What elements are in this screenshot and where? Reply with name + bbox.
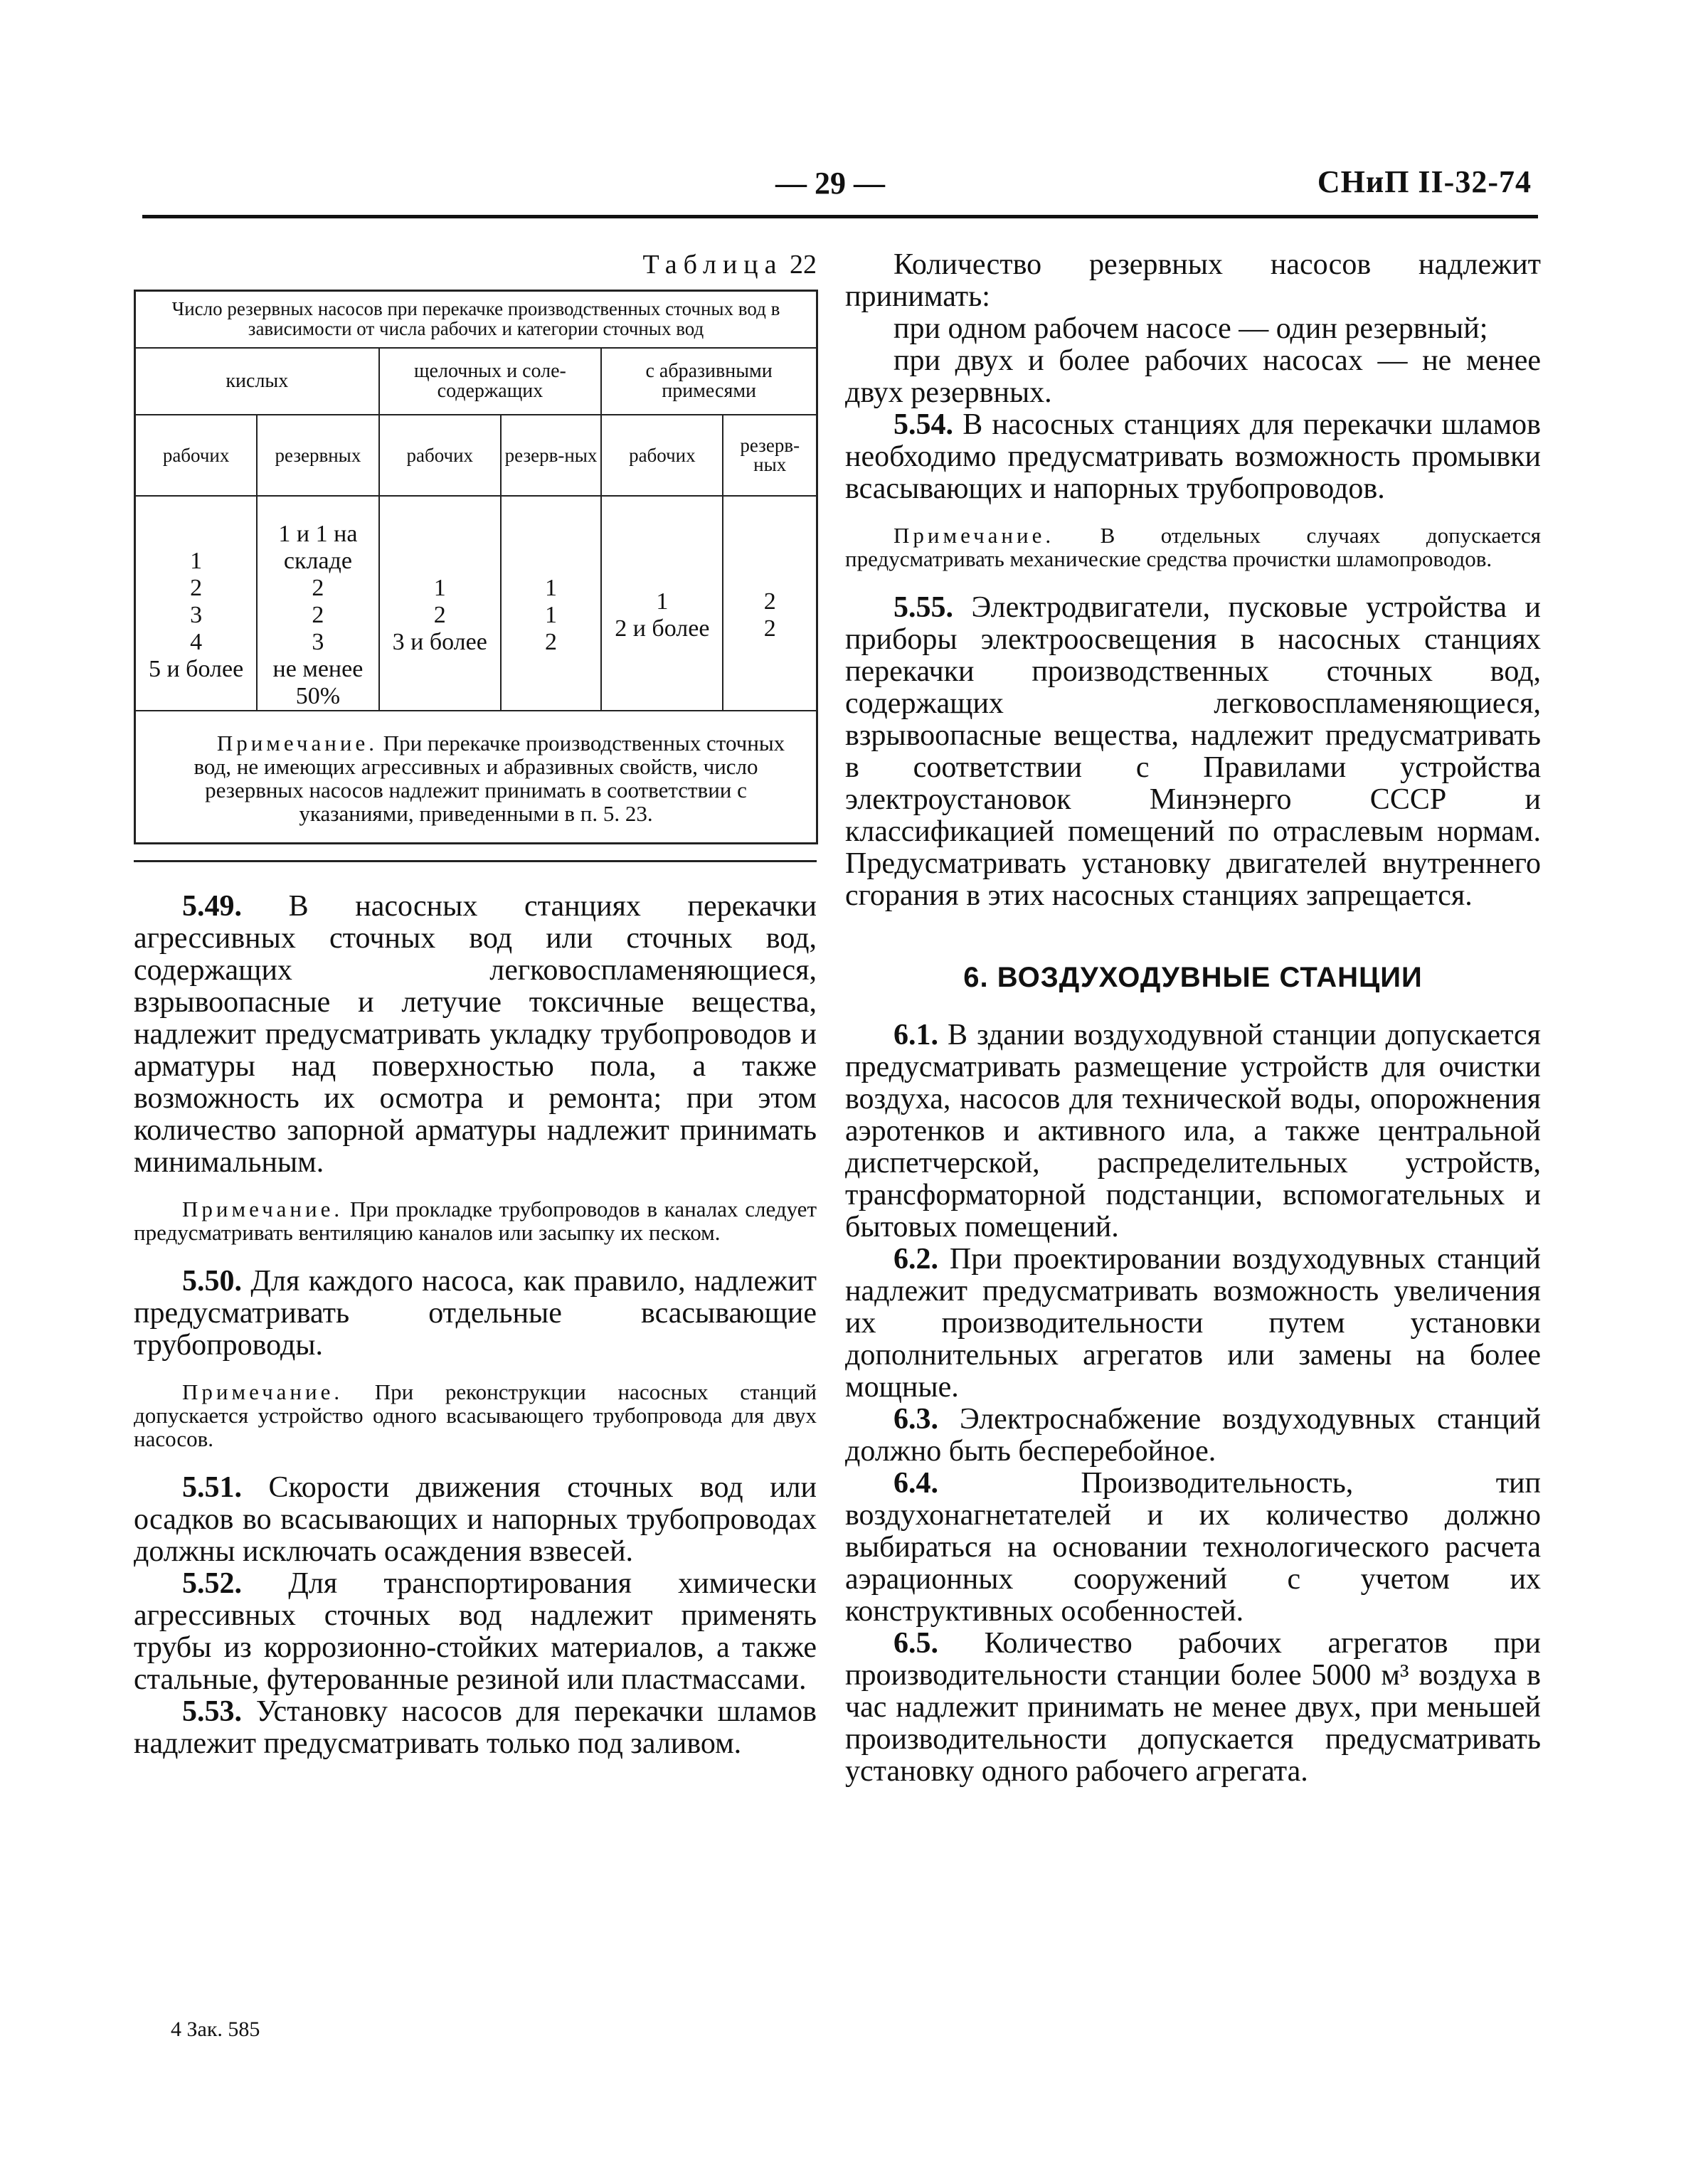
table-caption-word: Таблица bbox=[642, 250, 783, 280]
document-code: СНиП II-32-74 bbox=[1317, 164, 1532, 199]
table-subheader: резерв-ных bbox=[723, 415, 817, 496]
table-caption-number: 22 bbox=[790, 250, 817, 280]
paragraph-5-52: 5.52. Для транспортирования химически агрессивных сточных вод надлежит применять трубы из коррозионно-стойких материалов, а также стальные, футерованные резиной или пластмассами. bbox=[134, 1567, 817, 1696]
paragraph-5-54: 5.54. В насосных станциях для перекачки шламов необходимо предусматривать возможность промывки всасывающих и напорных трубопроводов. bbox=[845, 408, 1542, 505]
note-5-50: Примечание. При реконструкции насосных станций допускается устройство одного всасывающего трубопровода для двух насосов. bbox=[134, 1379, 817, 1451]
table-group-alkaline: щелочных и соле-содержащих bbox=[379, 348, 602, 415]
header-rule bbox=[142, 215, 1538, 218]
table-cell: 1 1 2 bbox=[501, 496, 601, 711]
table-bottom-rule bbox=[134, 860, 817, 862]
table-subheader: рабочих bbox=[601, 415, 723, 496]
paragraph-6-5: 6.5. Количество рабочих агрегатов при производительности станции более 5000 м³ воздуха в час надлежит принимать не менее двух, при меньшей производительности допускается предусматривать установку одного рабочего агрегата. bbox=[845, 1627, 1541, 1788]
left-column bbox=[134, 249, 817, 1760]
paragraph-6-2: 6.2. При проектировании воздуходувных станций надлежит предусматривать возможность увеличения их производительности путем установки дополнительных агрегатов или замены на более мощные. bbox=[845, 1243, 1542, 1404]
reserve-pumps-intro: Количество резервных насосов надлежит принимать: bbox=[845, 248, 1541, 313]
table-subheader: рабочих bbox=[379, 415, 501, 496]
right-column bbox=[845, 249, 1541, 1788]
reserve-pumps-table bbox=[134, 290, 818, 844]
footer-signature: 4 Зак. 585 bbox=[171, 2018, 260, 2041]
table-cell: 1 2 и более bbox=[601, 496, 723, 711]
table-caption bbox=[134, 249, 817, 281]
table-subheader: рабочих bbox=[135, 415, 258, 496]
table-note-label: Примечание. bbox=[216, 731, 378, 756]
paragraph-5-50: 5.50. Для каждого насоса, как правило, надлежит предусматривать отдельные всасывающие трубопроводы. bbox=[134, 1265, 817, 1362]
paragraph-5-55: 5.55. Электродвигатели, пусковые устройства и приборы электроосвещения в насосных станциях перекачки производственных сточных вод, содержащих легковоспламеняющиеся, взрывоопасные вещества, надлежит предусматривать в соответствии с Правилами устройства электроустановок Минэнерго СССР и классификацией помещений по отраслевым нормам. Предусматривать установку двигателей внутреннего сгорания в этих насосных станциях запрещается. bbox=[845, 591, 1541, 912]
paragraph-5-53: 5.53. Установку насосов для перекачки шламов надлежит предусматривать только под заливом. bbox=[134, 1695, 817, 1760]
note-5-54: Примечание. В отдельных случаях допускается предусматривать механические средства прочистки шламопроводов. bbox=[845, 523, 1542, 571]
table-group-acidic: кислых bbox=[135, 348, 379, 415]
table-note bbox=[135, 711, 817, 844]
table-cell: 1 и 1 на складе 2 2 3 не менее 50% bbox=[257, 496, 378, 711]
page-number: — 29 — bbox=[775, 166, 885, 201]
table-subheader: резерв-ных bbox=[501, 415, 601, 496]
table-subheader: резервных bbox=[257, 415, 378, 496]
table-cell: 2 2 bbox=[723, 496, 817, 711]
paragraph-6-3: 6.3. Электроснабжение воздуходувных станций должно быть бесперебойное. bbox=[845, 1403, 1542, 1468]
paragraph-5-49: 5.49. В насосных станциях перекачки агрессивных сточных вод или сточных вод, содержащих легковоспламеняющиеся, взрывоопасные и летучие токсичные вещества, надлежит предусматривать укладку трубопроводов и арматуры над поверхностью пола, а также возможность их осмотра и ремонта; при этом количество запорной арматуры надлежит принимать минимальным. bbox=[134, 890, 817, 1179]
table-group-abrasive: с абразивными примесями bbox=[601, 348, 817, 415]
paragraph-5-51: 5.51. Скорости движения сточных вод или осадков во всасывающих и напорных трубопроводах должны исключать осаждения взвесей. bbox=[134, 1471, 817, 1568]
paragraph-6-4: 6.4. Производительность, тип воздухонагнетателей и их количество должно выбираться на основании технологического расчета аэрационных сооружений с учетом их конструктивных особенностей. bbox=[845, 1467, 1542, 1628]
table-cell: 1 2 3 4 5 и более bbox=[148, 548, 244, 682]
table-note-text: При перекачке производственных сточных вод, не имеющих агрессивных и абразивных свойств, число резервных насосов надлежит принимать в соответствии с указаниями, приведенными в п. 5. 23. bbox=[193, 731, 785, 826]
section-title: 6. ВОЗДУХОДУВНЫЕ СТАНЦИИ bbox=[963, 962, 1423, 993]
note-5-49: Примечание. При прокладке трубопроводов в каналах следует предусматривать вентиляцию каналов или засыпку их песком. bbox=[134, 1197, 817, 1245]
reserve-pumps-item-2: при двух и более рабочих насосах — не менее двух резервных. bbox=[845, 344, 1541, 409]
reserve-pumps-item-1: при одном рабочем насосе — один резервный; bbox=[893, 312, 1488, 345]
paragraph-6-1: 6.1. В здании воздуходувной станции допускается предусматривать размещение устройств для очистки воздуха, насосов для технической воды, опорожнения аэротенков и активного ила, а также центральной диспетчерской, распределительных устройств, трансформаторной подстанции, вспомогательных и бытовых помещений. bbox=[845, 1019, 1541, 1244]
table-header: Число резервных насосов при перекачке производственных сточных вод в зависимости от числа рабочих и категории сточных вод bbox=[135, 291, 817, 349]
table-cell: 1 2 3 и более bbox=[379, 496, 501, 711]
